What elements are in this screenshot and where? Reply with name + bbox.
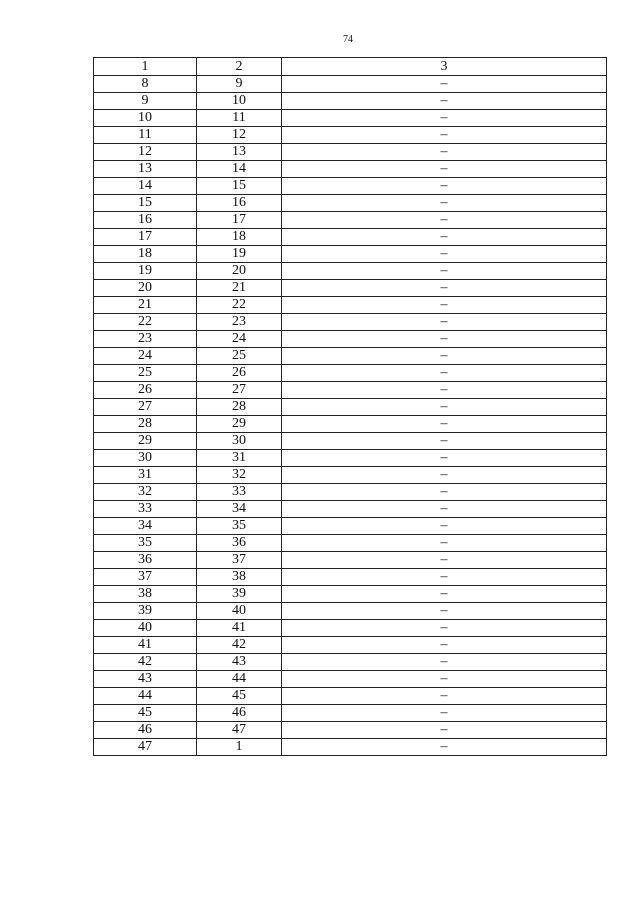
table-cell-col-3: – — [282, 484, 607, 501]
header-cell-2: 2 — [197, 58, 282, 76]
table-cell-col-1: 19 — [94, 263, 197, 280]
table-row — [94, 739, 607, 756]
table-row — [94, 110, 607, 127]
table-row — [94, 144, 607, 161]
table-cell-col-1: 25 — [94, 365, 197, 382]
table-cell-col-2: 36 — [197, 535, 282, 552]
table-row — [94, 382, 607, 399]
table-cell-col-3: – — [282, 416, 607, 433]
table-row — [94, 263, 607, 280]
table-cell-col-2: 19 — [197, 246, 282, 263]
table-cell-col-3: – — [282, 450, 607, 467]
table-cell-col-3: – — [282, 263, 607, 280]
table-cell-col-1: 22 — [94, 314, 197, 331]
table-cell-col-3: – — [282, 76, 607, 93]
table-row — [94, 280, 607, 297]
table-cell-col-3: – — [282, 365, 607, 382]
table-cell-col-3: – — [282, 671, 607, 688]
table-row — [94, 637, 607, 654]
table-cell-col-3: – — [282, 314, 607, 331]
table-row — [94, 246, 607, 263]
table-cell-col-2: 35 — [197, 518, 282, 535]
table-cell-col-1: 27 — [94, 399, 197, 416]
table-row — [94, 501, 607, 518]
table-cell-col-3: – — [282, 637, 607, 654]
table-cell-col-2: 10 — [197, 93, 282, 110]
table-cell-col-1: 30 — [94, 450, 197, 467]
table-body — [94, 58, 607, 756]
table-cell-col-2: 39 — [197, 586, 282, 603]
table-cell-col-3: – — [282, 552, 607, 569]
table-cell-col-1: 36 — [94, 552, 197, 569]
table-cell-col-2: 28 — [197, 399, 282, 416]
table-cell-col-1: 47 — [94, 739, 197, 756]
table-cell-col-1: 31 — [94, 467, 197, 484]
table-cell-col-3: – — [282, 110, 607, 127]
table-row — [94, 93, 607, 110]
table-cell-col-3: – — [282, 195, 607, 212]
table-row — [94, 688, 607, 705]
table-cell-col-2: 23 — [197, 314, 282, 331]
table-cell-col-2: 17 — [197, 212, 282, 229]
header-cell-1: 1 — [94, 58, 197, 76]
table-cell-col-1: 23 — [94, 331, 197, 348]
table-cell-col-3: – — [282, 603, 607, 620]
table-row — [94, 433, 607, 450]
table-cell-col-2: 24 — [197, 331, 282, 348]
table-cell-col-3: – — [282, 654, 607, 671]
table-cell-col-2: 42 — [197, 637, 282, 654]
table-cell-col-2: 22 — [197, 297, 282, 314]
table-cell-col-2: 37 — [197, 552, 282, 569]
table-cell-col-3: – — [282, 144, 607, 161]
table-cell-col-3: – — [282, 501, 607, 518]
data-table — [93, 57, 607, 756]
table-cell-col-2: 12 — [197, 127, 282, 144]
table-cell-col-3: – — [282, 433, 607, 450]
table-row — [94, 127, 607, 144]
table-cell-col-3: – — [282, 229, 607, 246]
table-cell-col-3: – — [282, 127, 607, 144]
table-cell-col-1: 28 — [94, 416, 197, 433]
table-cell-col-3: – — [282, 467, 607, 484]
table-cell-col-2: 45 — [197, 688, 282, 705]
table-row — [94, 654, 607, 671]
table-cell-col-1: 17 — [94, 229, 197, 246]
table-cell-col-1: 33 — [94, 501, 197, 518]
table-cell-col-2: 40 — [197, 603, 282, 620]
table-cell-col-1: 15 — [94, 195, 197, 212]
table-cell-col-3: – — [282, 688, 607, 705]
table-cell-col-1: 38 — [94, 586, 197, 603]
table-cell-col-2: 9 — [197, 76, 282, 93]
table-cell-col-2: 20 — [197, 263, 282, 280]
table-row — [94, 722, 607, 739]
table-row — [94, 586, 607, 603]
table-cell-col-1: 26 — [94, 382, 197, 399]
table-row — [94, 569, 607, 586]
table-row — [94, 348, 607, 365]
table-cell-col-2: 31 — [197, 450, 282, 467]
table-cell-col-2: 18 — [197, 229, 282, 246]
table-cell-col-1: 10 — [94, 110, 197, 127]
table-cell-col-1: 20 — [94, 280, 197, 297]
table-cell-col-1: 46 — [94, 722, 197, 739]
table-cell-col-2: 13 — [197, 144, 282, 161]
table-cell-col-2: 29 — [197, 416, 282, 433]
table-cell-col-2: 30 — [197, 433, 282, 450]
table-row — [94, 620, 607, 637]
table-row — [94, 297, 607, 314]
table-row — [94, 518, 607, 535]
table-cell-col-3: – — [282, 348, 607, 365]
table-cell-col-3: – — [282, 297, 607, 314]
table-cell-col-1: 40 — [94, 620, 197, 637]
table-header-row — [94, 58, 607, 76]
table-cell-col-2: 41 — [197, 620, 282, 637]
table-row — [94, 603, 607, 620]
table-row — [94, 76, 607, 93]
table-cell-col-3: – — [282, 705, 607, 722]
table-row — [94, 314, 607, 331]
table-cell-col-2: 33 — [197, 484, 282, 501]
table-cell-col-1: 21 — [94, 297, 197, 314]
table-cell-col-3: – — [282, 178, 607, 195]
table-cell-col-2: 32 — [197, 467, 282, 484]
table-row — [94, 552, 607, 569]
table-row — [94, 178, 607, 195]
table-cell-col-3: – — [282, 331, 607, 348]
table-cell-col-2: 11 — [197, 110, 282, 127]
table-cell-col-1: 13 — [94, 161, 197, 178]
table-cell-col-3: – — [282, 280, 607, 297]
table-row — [94, 331, 607, 348]
table-cell-col-2: 44 — [197, 671, 282, 688]
table-cell-col-1: 24 — [94, 348, 197, 365]
table-cell-col-1: 44 — [94, 688, 197, 705]
table-cell-col-2: 47 — [197, 722, 282, 739]
table-cell-col-1: 34 — [94, 518, 197, 535]
table-cell-col-2: 1 — [197, 739, 282, 756]
table-cell-col-3: – — [282, 161, 607, 178]
table-row — [94, 484, 607, 501]
table-cell-col-1: 35 — [94, 535, 197, 552]
table-cell-col-2: 21 — [197, 280, 282, 297]
table-cell-col-2: 38 — [197, 569, 282, 586]
page-number-container — [0, 34, 640, 45]
table-cell-col-3: – — [282, 569, 607, 586]
table-cell-col-3: – — [282, 212, 607, 229]
table-cell-col-3: – — [282, 246, 607, 263]
table-cell-col-3: – — [282, 382, 607, 399]
table-row — [94, 450, 607, 467]
table-cell-col-1: 29 — [94, 433, 197, 450]
table-cell-col-1: 18 — [94, 246, 197, 263]
table-cell-col-3: – — [282, 586, 607, 603]
table-row — [94, 229, 607, 246]
page-number: 74 — [343, 34, 353, 45]
table-cell-col-1: 42 — [94, 654, 197, 671]
table-cell-col-2: 34 — [197, 501, 282, 518]
table-row — [94, 467, 607, 484]
table-row — [94, 212, 607, 229]
table-cell-col-3: – — [282, 399, 607, 416]
table-cell-col-2: 14 — [197, 161, 282, 178]
table-cell-col-3: – — [282, 722, 607, 739]
table-cell-col-3: – — [282, 739, 607, 756]
table-cell-col-1: 32 — [94, 484, 197, 501]
table-cell-col-1: 8 — [94, 76, 197, 93]
table-cell-col-1: 11 — [94, 127, 197, 144]
table-row — [94, 535, 607, 552]
table-cell-col-3: – — [282, 620, 607, 637]
header-cell-3: 3 — [282, 58, 607, 76]
table-cell-col-1: 14 — [94, 178, 197, 195]
table-cell-col-2: 43 — [197, 654, 282, 671]
table-cell-col-1: 41 — [94, 637, 197, 654]
table-row — [94, 195, 607, 212]
table-row — [94, 365, 607, 382]
table-cell-col-3: – — [282, 518, 607, 535]
table-cell-col-3: – — [282, 535, 607, 552]
table-cell-col-2: 15 — [197, 178, 282, 195]
table-cell-col-1: 12 — [94, 144, 197, 161]
table-cell-col-1: 16 — [94, 212, 197, 229]
table-cell-col-1: 37 — [94, 569, 197, 586]
table-cell-col-1: 9 — [94, 93, 197, 110]
table-row — [94, 705, 607, 722]
table-cell-col-2: 25 — [197, 348, 282, 365]
table-row — [94, 161, 607, 178]
table-cell-col-1: 45 — [94, 705, 197, 722]
table-cell-col-2: 46 — [197, 705, 282, 722]
table-cell-col-2: 16 — [197, 195, 282, 212]
table-row — [94, 671, 607, 688]
table-cell-col-1: 43 — [94, 671, 197, 688]
table-cell-col-1: 39 — [94, 603, 197, 620]
table-cell-col-2: 27 — [197, 382, 282, 399]
table-cell-col-2: 26 — [197, 365, 282, 382]
table-cell-col-3: – — [282, 93, 607, 110]
table-row — [94, 399, 607, 416]
table-row — [94, 416, 607, 433]
